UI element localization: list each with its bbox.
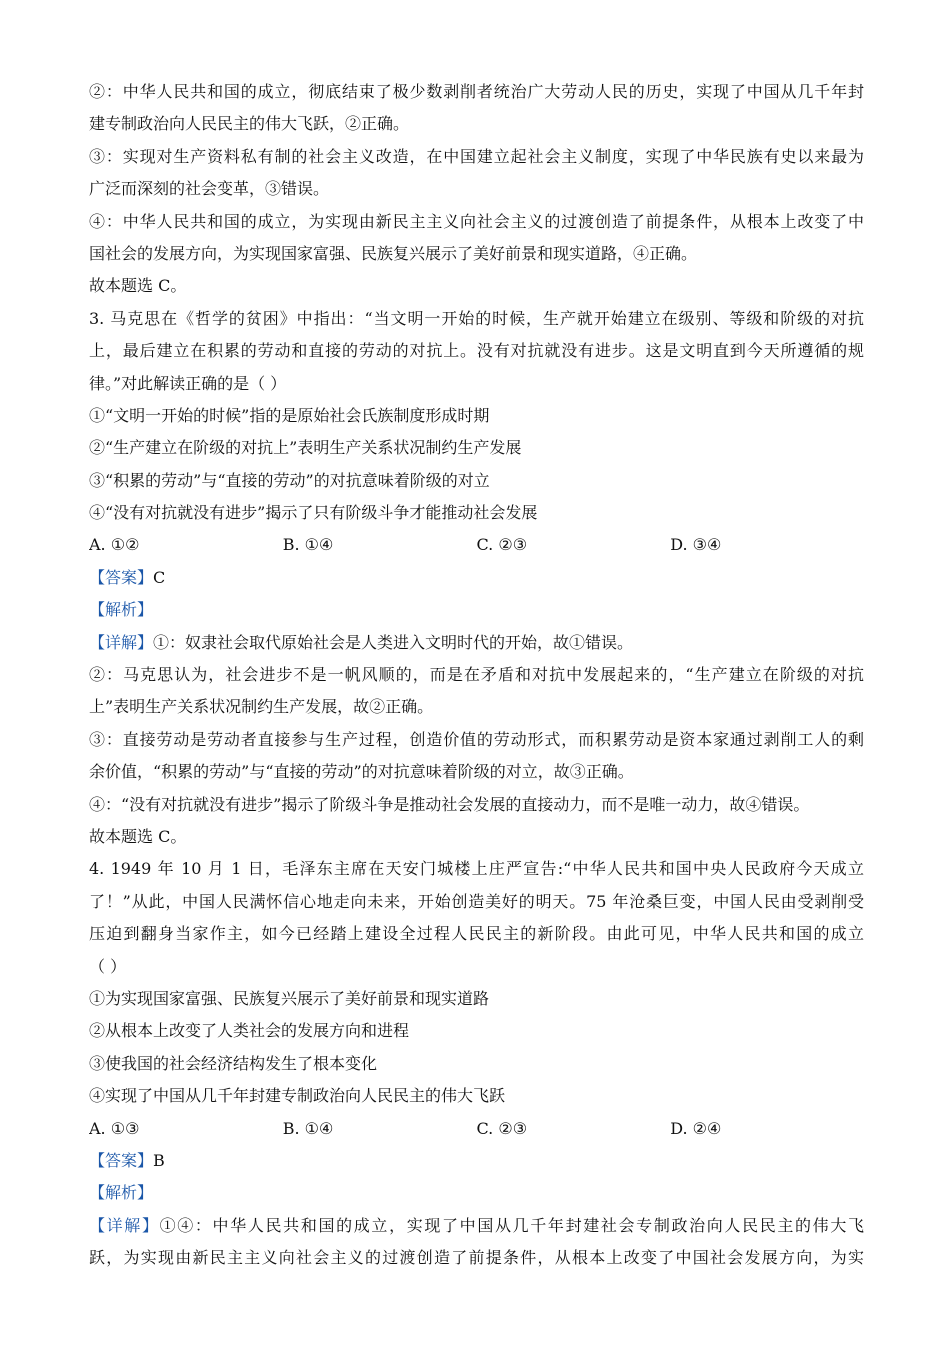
option-c: C. ②③ [476, 1118, 528, 1138]
answer-value: C [153, 567, 166, 587]
conclusion-line: 故本题选 C。 [89, 276, 187, 296]
question-4-item: ②从根本上改变了人类社会的发展方向和进程 [89, 1021, 410, 1041]
question-3-stem: 3. 马克思在《哲学的贫困》中指出：“当文明一开始的时候，生产就开始建立在级别、等级和阶级的对抗 [89, 308, 864, 328]
option-c: C. ②③ [476, 535, 528, 555]
question-4-stem: 压迫到翻身当家作主，如今已经踏上建设全过程人民民主的新阶段。由此可见，中华人民共和国的成立 [89, 924, 864, 944]
answer-value: B [153, 1150, 165, 1170]
analysis-tag: 【解析】 [89, 600, 154, 620]
question-4-item: ③使我国的社会经济结构发生了根本变化 [89, 1053, 378, 1073]
question-3-item: ④“没有对抗就没有进步”揭示了只有阶级斗争才能推动社会发展 [89, 503, 538, 523]
answer-tag: 【答案】 [89, 567, 154, 587]
paragraph-line: 余价值，“积累的劳动”与“直接的劳动”的对抗意味着阶级的对立，故③正确。 [89, 762, 634, 782]
question-3-options [89, 529, 864, 561]
option-d: D. ②④ [670, 1118, 722, 1138]
analysis-line [89, 1177, 864, 1209]
question-4-stem: （ ） [89, 956, 127, 976]
paragraph-line: ②：马克思认为，社会进步不是一帆风顺的，而是在矛盾和对抗中发展起来的，“生产建立在阶级的对抗 [89, 665, 864, 685]
detail-tag: 【详解】 [89, 1215, 160, 1235]
option-b: B. ①④ [282, 535, 334, 555]
question-3-item: ①“文明一开始的时候”指的是原始社会氏族制度形成时期 [89, 405, 490, 425]
analysis-tag: 【解析】 [89, 1183, 154, 1203]
answer-tag: 【答案】 [89, 1150, 154, 1170]
paragraph-line: ④：中华人民共和国的成立，为实现由新民主主义向社会主义的过渡创造了前提条件，从根本上改变了中 [89, 211, 864, 231]
paragraph-line: 跃，为实现由新民主主义向社会主义的过渡创造了前提条件，从根本上改变了中国社会发展方向，为实 [89, 1248, 864, 1268]
question-4-item: ④实现了中国从几千年封建专制政治向人民民主的伟大飞跃 [89, 1086, 506, 1106]
paragraph-line: 广泛而深刻的社会变革，③错误。 [89, 179, 330, 199]
question-4-stem: 了！”从此，中国人民满怀信心地走向未来，开始创造美好的明天。75 年沧桑巨变，中国人民由受剥削受 [89, 891, 864, 911]
paragraph-line: ②：中华人民共和国的成立，彻底结束了极少数剥削者统治广大劳动人民的历史，实现了中国从几千年封 [89, 82, 864, 101]
detail-line [89, 627, 864, 659]
detail-line [89, 1210, 864, 1242]
paragraph-line: 国社会的发展方向，为实现国家富强、民族复兴展示了美好前景和现实道路，④正确。 [89, 243, 698, 263]
question-3-item: ②“生产建立在阶级的对抗上”表明生产关系状况制约生产发展 [89, 438, 522, 458]
paragraph-line: ④：“没有对抗就没有进步”揭示了阶级斗争是推动社会发展的直接动力，而不是唯一动力，故④错误。 [89, 794, 810, 814]
question-3-stem: 上，最后建立在积累的劳动和直接的劳动的对抗上。没有对抗就没有进步。这是文明直到今天所遵循的规 [89, 341, 864, 361]
question-3-stem: 律。”对此解读正确的是（ ） [89, 373, 287, 393]
paragraph-line: 建专制政治向人民民主的伟大飞跃，②正确。 [89, 114, 410, 134]
detail-text: ①：奴隶社会取代原始社会是人类进入文明时代的开始，故①错误。 [153, 632, 634, 652]
question-4-item: ①为实现国家富强、民族复兴展示了美好前景和现实道路 [89, 988, 490, 1008]
answer-line [89, 1145, 864, 1177]
conclusion-line: 故本题选 C。 [89, 826, 187, 846]
question-3-item: ③“积累的劳动”与“直接的劳动”的对抗意味着阶级的对立 [89, 470, 490, 490]
option-d: D. ③④ [670, 535, 722, 555]
answer-line [89, 562, 864, 594]
analysis-line [89, 594, 864, 626]
question-4-options [89, 1113, 864, 1145]
detail-tag: 【详解】 [89, 632, 154, 652]
option-a: A. ①② [89, 535, 140, 555]
option-b: B. ①④ [282, 1118, 334, 1138]
document-content [89, 76, 864, 1274]
paragraph-line: 上”表明生产关系状况制约生产发展，故②正确。 [89, 697, 434, 717]
detail-text: ①④：中华人民共和国的成立，实现了中国从几千年封建社会专制政治向人民民主的伟大飞 [159, 1215, 864, 1235]
paragraph-line: ③：直接劳动是劳动者直接参与生产过程，创造价值的劳动形式，而积累劳动是资本家通过剥削工人的剩 [89, 729, 864, 749]
question-4-stem: 4. 1949 年 10 月 1 日，毛泽东主席在天安门城楼上庄严宣告:“中华人民共和国中央人民政府今天成立 [89, 859, 864, 879]
paragraph-line: ③：实现对生产资料私有制的社会主义改造，在中国建立起社会主义制度，实现了中华民族有史以来最为 [89, 146, 864, 166]
option-a: A. ①③ [89, 1118, 140, 1138]
